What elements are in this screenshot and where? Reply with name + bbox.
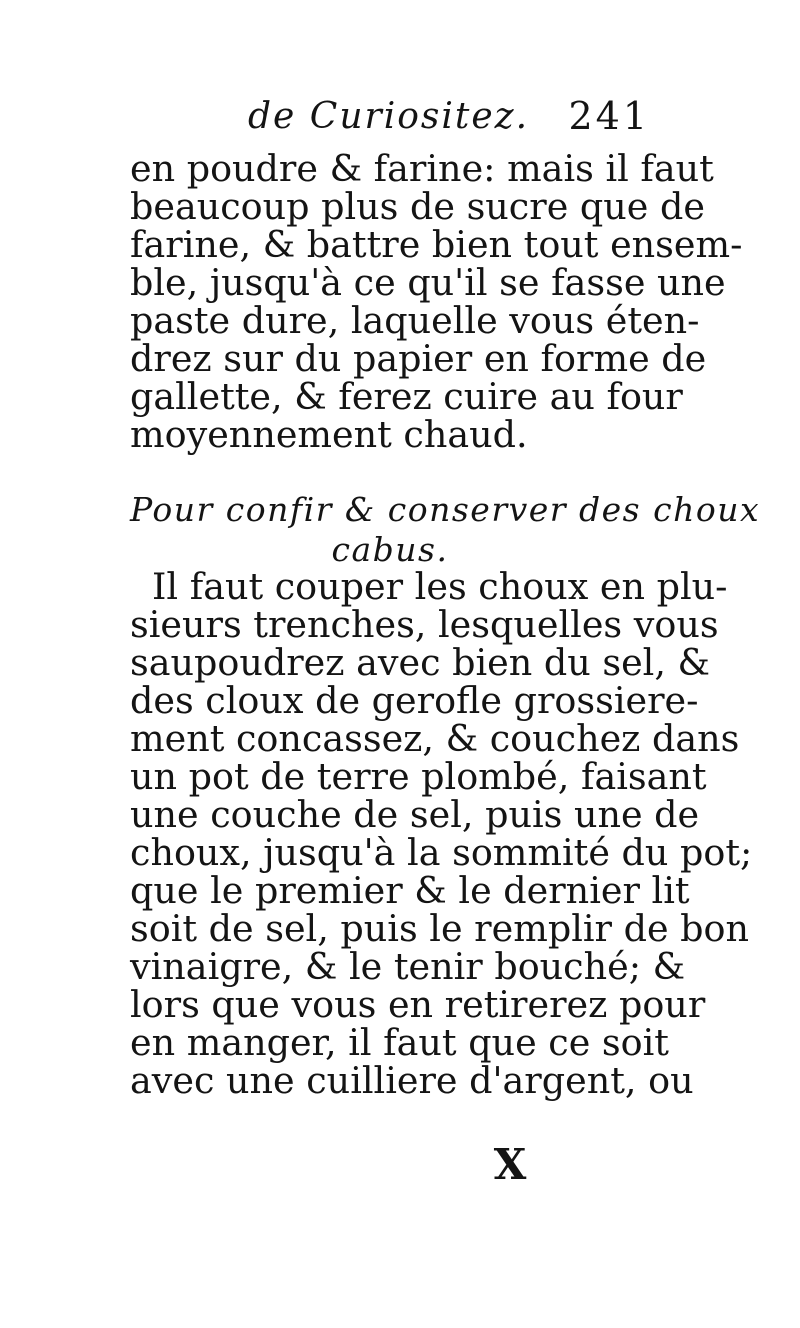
- text-line: ble, jusqu'à ce qu'il se fasse une: [130, 261, 726, 304]
- text-line: sieurs trenches, lesquelles vous: [130, 603, 719, 646]
- text-line: saupoudrez avec bien du sel, &: [130, 641, 711, 684]
- text-line: vinaigre, & le tenir bouché; &: [130, 945, 686, 988]
- text-line: un pot de terre plombé, faisant: [130, 755, 707, 798]
- section-title-line: Pour confir & conserver des choux: [130, 490, 761, 529]
- paragraph-recipe-end: [130, 147, 743, 456]
- text-line: ment concassez, & couchez dans: [130, 717, 740, 760]
- text-line: farine, & battre bien tout ensem-: [130, 223, 743, 266]
- page-number: 241: [568, 94, 650, 138]
- text-line: paste dure, laquelle vous éten-: [130, 299, 700, 342]
- catchword: X: [493, 1140, 527, 1189]
- text-line: une couche de sel, puis une de: [130, 793, 700, 836]
- section-title: [130, 490, 761, 570]
- text-line: gallette, & ferez cuire au four: [130, 375, 683, 418]
- text-line: choux, jusqu'à la sommité du pot;: [130, 831, 753, 874]
- text-line: moyennement chaud.: [130, 413, 528, 456]
- running-head: de Curiositez.: [248, 96, 530, 137]
- text-line: que le premier & le dernier lit: [130, 869, 690, 912]
- text-line: en poudre & farine: mais il faut: [130, 147, 714, 190]
- text-line: lors que vous en retirerez pour: [130, 983, 706, 1026]
- text-line: soit de sel, puis le remplir de bon: [130, 907, 750, 950]
- page-header: [130, 96, 650, 146]
- text-line: drez sur du papier en forme de: [130, 337, 707, 380]
- text-line: des cloux de gerofle grossiere-: [130, 679, 699, 722]
- text-line: beaucoup plus de sucre que de: [130, 185, 705, 228]
- section-title-line: cabus.: [331, 530, 449, 569]
- text-line: avec une cuilliere d'argent, ou: [130, 1059, 694, 1102]
- text-line: en manger, il faut que ce soit: [130, 1021, 669, 1064]
- text-line: Il faut couper les choux en plu-: [152, 565, 728, 608]
- paragraph-choux: [130, 565, 753, 1102]
